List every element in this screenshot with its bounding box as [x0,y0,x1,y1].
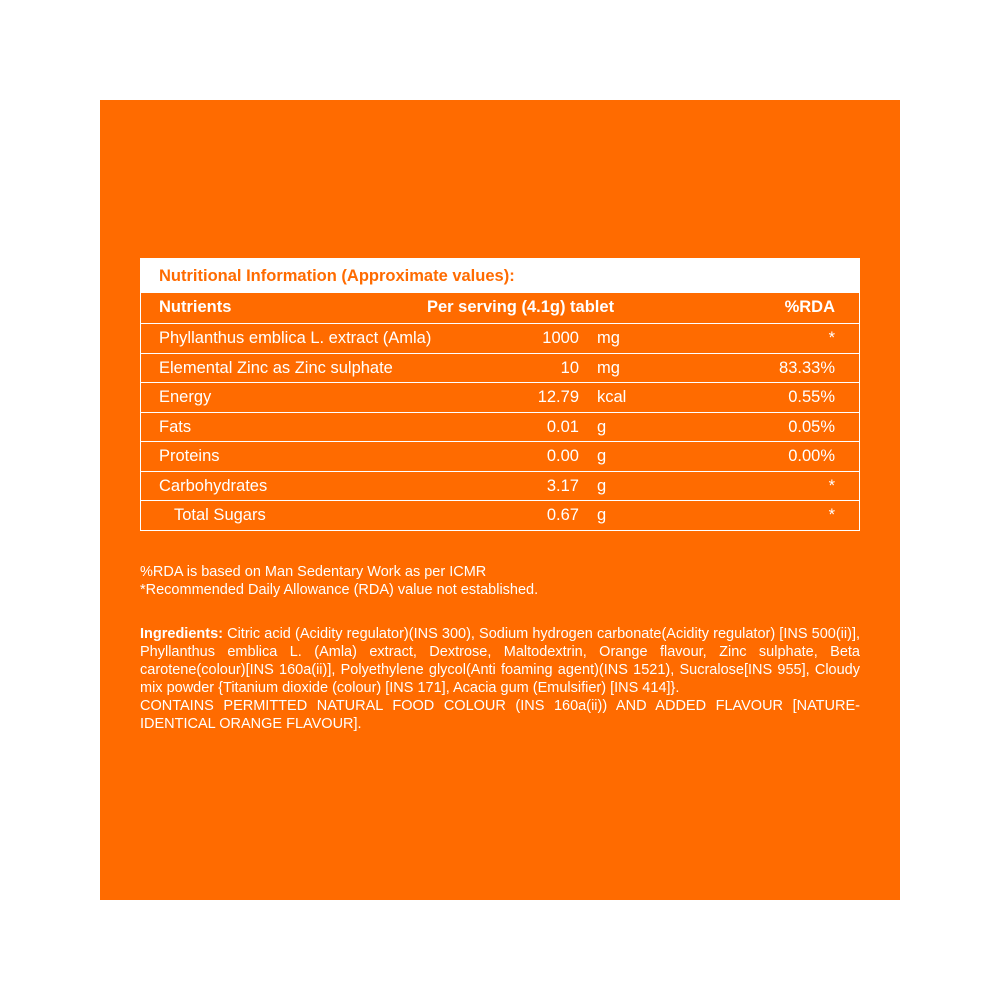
table-row [141,500,859,530]
table-header-row [141,293,859,323]
nutrient-unit: mg [597,329,620,347]
nutrient-name: Fats [159,417,192,436]
nutrition-table [140,258,860,531]
label-panel [100,100,900,900]
table-row [141,323,859,353]
nutrient-name: Proteins [159,447,220,465]
nutrient-unit: kcal [597,388,627,406]
nutrient-amount: 3.17 [546,476,579,495]
nutrient-amount: 0.01 [546,417,579,436]
nutrient-rda: 0.55% [788,388,835,406]
nutrient-rda: 0.05% [788,417,835,436]
ingredients-label: Ingredients: [140,626,223,642]
nutrient-unit: g [597,417,607,436]
header-serving: Per serving (4.1g) tablet [427,298,615,316]
ingredients-block [140,625,860,733]
rda-note-not-established: *Recommended Daily Allowance (RDA) value not established. [140,582,539,598]
nutrient-name: Phyllanthus emblica L. extract (Amla) [159,329,432,347]
table-row [141,382,859,412]
nutrient-name: Elemental Zinc as Zinc sulphate [159,358,393,377]
table-body [141,323,859,530]
nutrient-amount: 10 [560,358,579,377]
nutrient-rda: * [828,476,835,495]
table-row [141,441,859,471]
table-row [141,412,859,442]
rda-note-basis: %RDA is based on Man Sedentary Work as per ICMR [140,564,487,580]
rda-notes [140,563,860,599]
ingredients-text: Citric acid (Acidity regulator)(INS 300), Sodium hydrogen carbonate(Acidity regulator) [INS 500(ii)], Phyllanthus emblica L. (Amla) extract, Dextrose, Maltodextrin, Orange flavour, Zinc sulphate, Beta carotene(colour)[INS 160a(ii)], Polyethylene glycol(Anti foaming agent)(INS 1521), Sucralose[INS 955], Cloudy mix powder {Titanium dioxide (colour) [INS 171], Acacia gum (Emulsifier) [INS 414]}. [140,626,860,696]
nutrient-rda: * [828,329,835,347]
nutrient-amount: 0.00 [546,447,579,465]
nutrient-rda: 83.33% [779,358,835,377]
nutrient-name: Energy [159,388,212,406]
nutrient-rda: * [828,506,835,524]
nutrient-name: Total Sugars [174,506,266,524]
header-nutrients: Nutrients [159,298,232,316]
nutrient-amount: 1000 [542,329,579,347]
nutrient-unit: g [597,447,607,465]
nutrient-rda: 0.00% [788,447,835,465]
table-row [141,471,859,501]
nutrient-unit: g [597,476,607,495]
table-row [141,353,859,383]
nutrition-table-title: Nutritional Information (Approximate values): [141,259,859,293]
nutrient-name: Carbohydrates [159,476,268,495]
nutrient-unit: mg [597,358,620,377]
contains-statement: CONTAINS PERMITTED NATURAL FOOD COLOUR (INS 160a(ii)) AND ADDED FLAVOUR [NATURE-IDENTICAL ORANGE FLAVOUR]. [140,698,860,732]
nutrient-amount: 12.79 [537,388,579,406]
nutrient-unit: g [597,506,607,524]
nutrient-amount: 0.67 [546,506,579,524]
header-rda: %RDA [784,298,835,316]
